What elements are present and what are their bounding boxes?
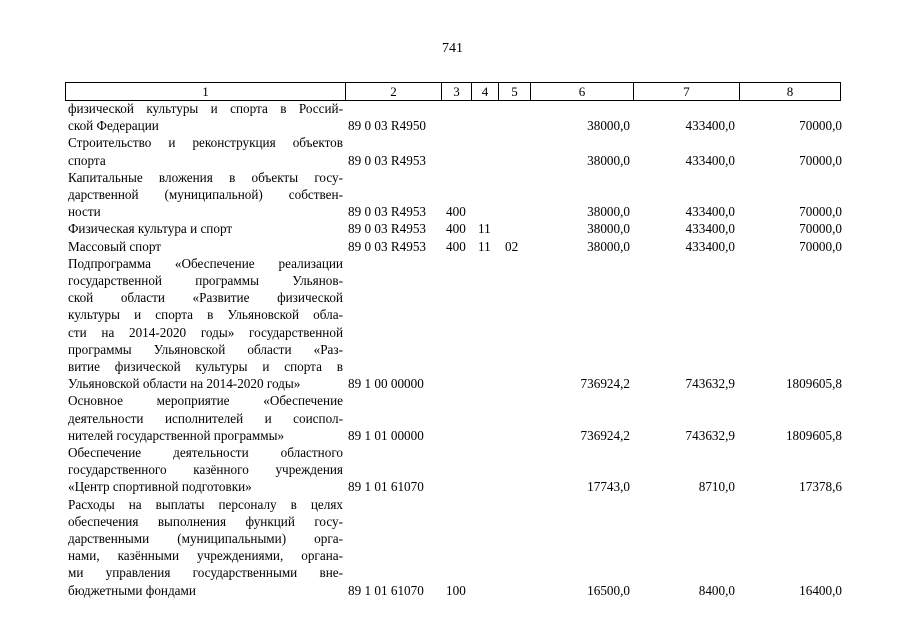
description-line: государственной программы Ульянов- — [68, 273, 343, 289]
row-value-7: 433400,0 — [685, 221, 735, 237]
row-value-6: 16500,0 — [587, 582, 630, 598]
header-col-3: 3 — [442, 83, 472, 100]
row-code: 89 1 00 00000 — [348, 376, 424, 392]
row-value-8: 1809605,8 — [785, 427, 842, 443]
row-value-6: 38000,0 — [587, 152, 630, 168]
row-value-6: 38000,0 — [587, 204, 630, 220]
description-line: ми управления государственными вне- — [68, 565, 343, 581]
row-value-6: 38000,0 — [587, 118, 630, 134]
description-line: сти на 2014-2020 годы» государственной — [68, 324, 343, 340]
description-line: бюджетными фондами — [68, 582, 196, 598]
row-col-3: 400 — [446, 204, 466, 220]
table-row — [0, 496, 905, 599]
row-col-5: 02 — [505, 238, 519, 254]
description-line: Строительство и реконструкция объектов — [68, 135, 343, 151]
description-line: обеспечения выполнения функций госу- — [68, 513, 343, 529]
row-value-8: 70000,0 — [799, 152, 842, 168]
description-line: Подпрограмма «Обеспечение реализации — [68, 255, 343, 271]
table-row — [0, 392, 905, 444]
header-col-1: 1 — [66, 83, 346, 100]
row-code: 89 0 03 R4953 — [348, 152, 427, 168]
description-line: Расходы на выплаты персоналу в целях — [68, 496, 343, 512]
row-col-3: 400 — [446, 238, 466, 254]
description-line: спорта — [68, 152, 106, 168]
row-value-7: 433400,0 — [685, 118, 735, 134]
table-row — [0, 100, 905, 134]
row-value-7: 743632,9 — [685, 427, 735, 443]
row-code: 89 1 01 61070 — [348, 582, 424, 598]
header-col-8: 8 — [786, 84, 794, 99]
description-line: «Центр спортивной подготовки» — [68, 479, 252, 495]
description-line: Массовый спорт — [68, 238, 162, 254]
row-code: 89 0 03 R4953 — [348, 238, 427, 254]
row-col-3: 100 — [446, 582, 466, 598]
description-line: Обеспечение деятельности областного — [68, 445, 343, 461]
description-line: Основное мероприятие «Обеспечение — [68, 393, 343, 409]
row-value-6: 38000,0 — [587, 221, 630, 237]
row-code: 89 1 01 00000 — [348, 427, 424, 443]
table-row — [0, 255, 905, 393]
header-col-5: 5 — [499, 83, 531, 100]
row-value-6: 736924,2 — [580, 427, 630, 443]
row-value-7: 8400,0 — [698, 582, 735, 598]
header-col-7: 7 — [634, 83, 740, 100]
table-header — [65, 82, 841, 101]
description-line: деятельности исполнителей и соиспол- — [68, 410, 343, 426]
row-value-8: 16400,0 — [799, 582, 842, 598]
table-row — [0, 169, 905, 221]
row-value-6: 38000,0 — [587, 238, 630, 254]
description-line: нителей государственной программы» — [68, 427, 285, 443]
header-col-4: 4 — [472, 83, 499, 100]
row-col-4: 11 — [478, 238, 491, 254]
row-code: 89 1 01 61070 — [348, 479, 424, 495]
description-line: Физическая культура и спорт — [68, 221, 233, 237]
header-col-2: 2 — [346, 83, 442, 100]
row-code: 89 0 03 R4950 — [348, 118, 427, 134]
row-description — [68, 255, 343, 393]
description-line: витие физической культуры и спорта в — [68, 359, 343, 375]
table-row — [0, 444, 905, 496]
row-value-8: 70000,0 — [799, 238, 842, 254]
row-col-4: 11 — [478, 221, 491, 237]
row-col-3: 400 — [446, 221, 466, 237]
row-code: 89 0 03 R4953 — [348, 204, 427, 220]
row-value-8: 70000,0 — [799, 118, 842, 134]
table-row — [0, 220, 905, 237]
description-line: дарственной (муниципальной) собствен- — [68, 187, 343, 203]
row-value-7: 433400,0 — [685, 204, 735, 220]
row-value-8: 70000,0 — [799, 221, 842, 237]
description-line: Капитальные вложения в объекты госу- — [68, 169, 343, 185]
row-value-7: 8710,0 — [698, 479, 735, 495]
row-value-8: 17378,6 — [799, 479, 842, 495]
table-row — [0, 238, 905, 255]
description-line: Ульяновской области на 2014-2020 годы» — [68, 376, 301, 392]
row-code: 89 0 03 R4953 — [348, 221, 427, 237]
row-value-6: 736924,2 — [580, 376, 630, 392]
description-line: ности — [68, 204, 101, 220]
description-line: физической культуры и спорта в Россий- — [68, 101, 343, 116]
table-row — [0, 134, 905, 168]
description-line: культуры и спорта в Ульяновской обла- — [68, 307, 343, 323]
description-line: ской Федерации — [68, 118, 159, 134]
page-number: 741 — [442, 41, 463, 56]
row-value-7: 743632,9 — [685, 376, 735, 392]
description-line: нами, казёнными учреждениями, органа- — [68, 548, 343, 564]
row-value-7: 433400,0 — [685, 152, 735, 168]
row-value-7: 433400,0 — [685, 238, 735, 254]
row-value-8: 70000,0 — [799, 204, 842, 220]
header-col-6: 6 — [531, 83, 634, 100]
description-line: программы Ульяновской области «Раз- — [68, 341, 343, 357]
row-value-8: 1809605,8 — [785, 376, 842, 392]
description-line: государственного казённого учреждения — [68, 462, 343, 478]
description-line: ской области «Развитие физической — [68, 290, 343, 306]
table-body — [0, 100, 905, 599]
row-value-6: 17743,0 — [587, 479, 630, 495]
description-line: дарственными (муниципальными) орга- — [68, 531, 343, 547]
